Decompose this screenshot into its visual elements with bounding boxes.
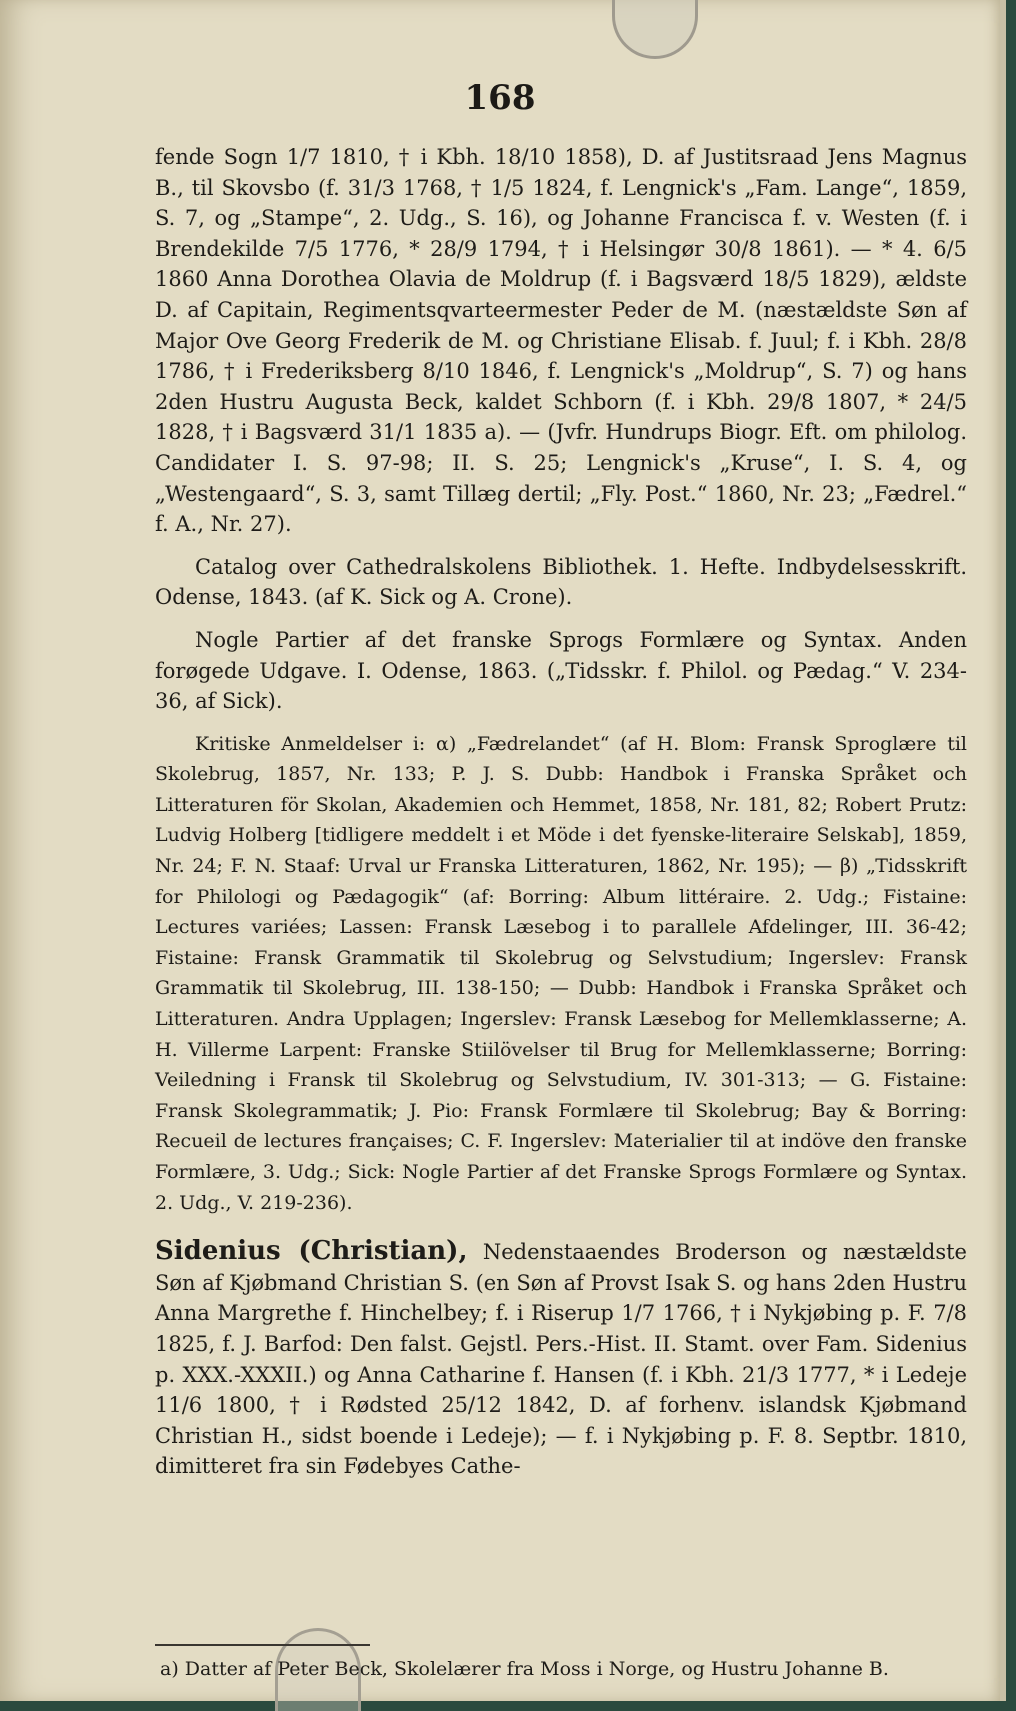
paragraph-reviews: Kritiske Anmeldelser i: α) „Fædrelandet“ (af H. Blom: Fransk Sproglære til Skolebrug, 1857, Nr. 133; P. J. S. Dubb: Handbok i Franska Språket och Litteraturen för Skolan, Akademien och Hemmet, 1858, Nr. 181, 82; Robert Prutz: Ludvig Holberg [tidligere meddelt i et Möde i det fyenske-literaire Selskab], 1859, Nr. 24; F. N. Staaf: Urval ur Franska Litteraturen, 1862, Nr. 195); — β) „Tidsskrift for Philologi og Pædagogik“ (af: Borring: Album littéraire. 2. Udg.; Fistaine: Lectures variées; Lassen: Fransk Læsebog i to parallele Afdelinger, III. 36-42; Fistaine: Fransk Grammatik til Skolebrug og Selvstudium; Ingerslev: Fransk Grammatik til Skolebrug, III. 138-150; — Dubb: Handbok i Franska Språket och Litteraturen. Andra Upplagen; Ingerslev: Fransk Læsebog for Mellemklasserne; A. H. Villerme Larpent: Franske Stiilövelser til Brug for Mellemklasserne; Borring: Veiledning i Fransk til Skolebrug og Selvstudium, IV. 301-313; — G. Fistaine: Fransk Skolegrammatik; J. Pio: Fransk Formlære til Skolebrug; Bay & Borring: Recueil de lectures françaises; C. F. Ingerslev: Materialier til at indöve den franske Formlære, 3. Udg.; Sick: Nogle Partier af det Franske Sprogs Formlære og Syntax. 2. Udg., V. 219-236). xyxy=(155,732,967,1214)
entry-text: Nedenstaaendes Broderson og næstældste Søn af Kjøbmand Christian S. (en Søn af Provst Isak S. og hans 2den Hustru Anna Margrethe f. Hinchelbey; f. i Riserup 1/7 1766, † i Nykjøbing p. F. 7/8 1825, f. J. Barfod: Den falst. Gejstl. Pers.-Hist. II. Stamt. over Fam. Sidenius p. XXX.-XXXII.) og Anna Catharine f. Hansen (f. i Kbh. 21/3 1777, * i Ledeje 11/6 1800, † i Rødsted 25/12 1842, D. af forhenv. islandsk Kjøbmand Christian H., sidst boende i Ledeje); — f. i Nykjøbing p. F. 8. Septbr. 1810, dimitteret fra sin Fødebyes Cathe- xyxy=(155,1240,967,1479)
text-body xyxy=(155,142,967,1482)
footnote: a) Datter af Peter Beck, Skolelærer fra Moss i Norge, og Hustru Johanne B. xyxy=(160,1658,889,1680)
page-number: 168 xyxy=(464,78,536,118)
paragraph-biography: fende Sogn 1/7 1810, † i Kbh. 18/10 1858), D. af Justitsraad Jens Magnus B., til Skovsbo (f. 31/3 1768, † 1/5 1824, f. Lengnick's „Fam. Lange“, 1859, S. 7, og „Stampe“, 2. Udg., S. 16), og Johanne Francisca f. v. Westen (f. i Brendekilde 7/5 1776, * 28/9 1794, † i Helsingør 30/8 1861). — * 4. 6/5 1860 Anna Dorothea Olavia de Moldrup (f. i Bagsværd 18/5 1829), ældste D. af Capitain, Regimentsqvarteermester Peder de M. (næstældste Søn af Major Ove Georg Frederik de M. og Christiane Elisab. f. Juul; f. i Kbh. 28/8 1786, † i Frederiksberg 8/10 1846, f. Lengnick's „Moldrup“, S. 7) og hans 2den Hustru Augusta Beck, kaldet Schborn (f. i Kbh. 29/8 1807, * 24/5 1828, † i Bagsværd 31/1 1835 a). — (Jvfr. Hundrups Biogr. Eft. om philolog. Candidater I. S. 97-98; II. S. 25; Lengnick's „Kruse“, I. S. 4, og „Westengaard“, S. 3, samt Tillæg dertil; „Fly. Post.“ 1860, Nr. 23; „Fædrel.“ f. A., Nr. 27). xyxy=(155,145,967,537)
entry-heading: Sidenius (Christian), xyxy=(155,1236,468,1267)
page-clip-top xyxy=(612,0,698,59)
paragraph-catalog: Catalog over Cathedralskolens Bibliothek. 1. Hefte. Indbydelsesskrift. Odense, 1843. (af K. Sick og A. Crone). xyxy=(155,554,967,610)
paragraph-partier: Nogle Partier af det franske Sprogs Formlære og Syntax. Anden forøgede Udgave. I. Odense, 1863. („Tidsskr. f. Philol. og Pædag.“ V. 234-36, af Sick). xyxy=(155,627,967,714)
entry-sidenius xyxy=(155,1236,967,1482)
footnote-rule xyxy=(155,1644,370,1646)
